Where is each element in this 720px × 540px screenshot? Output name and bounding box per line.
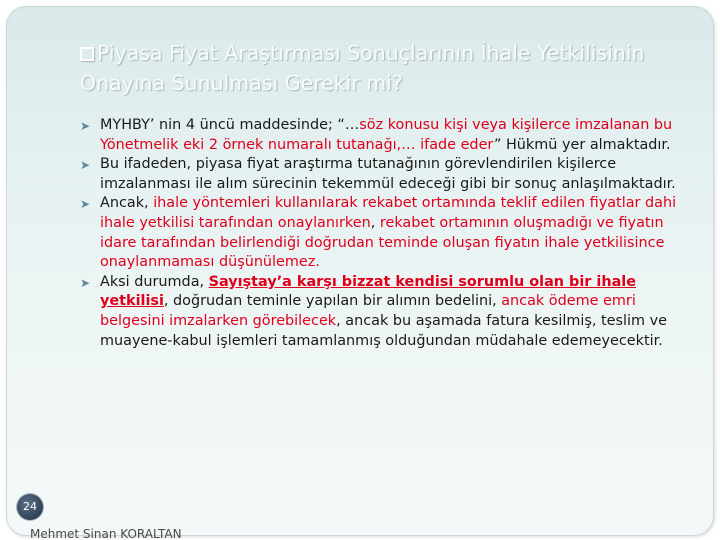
bullet-emphasis-text: rekabet ortamının oluşmadığı ve fiyatın idare tarafından belirlendiği doğrudan teminde oluşan fiyatın ihale yetkilisince onaylanmaması düşünülemez.: [100, 214, 665, 271]
bullet-item: [78, 155, 686, 194]
bullet-emphasis-text: söz konusu kişi veya kişilerce imzalanan bu Yönetmelik eki 2 örnek numaralı tutanağı,… ifade eder: [100, 117, 673, 153]
bullet-text: , ancak bu aşamada fatura kesilmiş, teslim ve muayene-kabul işlemleri tamamlanmış olduğundan müdahale edemeyecektir.: [100, 312, 667, 349]
footer-author: Mehmet Sinan KORALTAN: [30, 527, 182, 540]
arrow-bullet-icon: ➤: [80, 119, 91, 133]
slide-title-text: Piyasa Fiyat Araştırması Sonuçlarının İhale Yetkilisinin Onayına Sunulması Gerekir mi?: [80, 41, 645, 95]
arrow-bullet-icon: ➤: [80, 158, 91, 173]
bullet-text: , doğrudan teminle yapılan bir alımın bedelini,: [163, 293, 502, 310]
bullet-text: MYHBY’ nin 4 üncü maddesinde; “…: [100, 117, 360, 133]
page-number-badge: 24: [17, 494, 43, 520]
bullet-text: Ancak,: [100, 195, 154, 212]
slide-title: [80, 38, 690, 98]
bullet-emphasis-text: ancak ödeme emri belgesini imzalarken görebilecek: [100, 293, 636, 329]
arrow-bullet-icon: ➤: [80, 275, 91, 290]
bullet-item: [78, 194, 686, 272]
bullet-text: ,: [370, 214, 380, 231]
bullet-text: Aksi durumda,: [100, 273, 209, 290]
bullet-item: [78, 273, 686, 351]
checkbox-square-icon: [80, 47, 94, 61]
arrow-bullet-icon: ➤: [80, 197, 91, 212]
bullet-emphasis-text: ihale yöntemleri kullanılarak rekabet ortamında teklif edilen fiyatlar dahi ihale yetkilisi tarafından onaylanırken: [100, 195, 677, 231]
bullet-item: [78, 116, 686, 155]
bullet-text: ” Hükmü yer almaktadır.: [493, 136, 671, 153]
bullet-emphasis-text: Sayıştay’a karşı bizzat kendisi sorumlu olan bir ihale yetkilisi: [100, 273, 636, 310]
bullet-text: Bu ifadeden, piyasa fiyat araştırma tutanağının görevlendirilen kişilerce imzalanması ile alım sürecinin tekemmül edeceği gibi bir sonuç anlaşılmaktadır.: [100, 156, 676, 192]
bullet-list: [78, 116, 686, 351]
